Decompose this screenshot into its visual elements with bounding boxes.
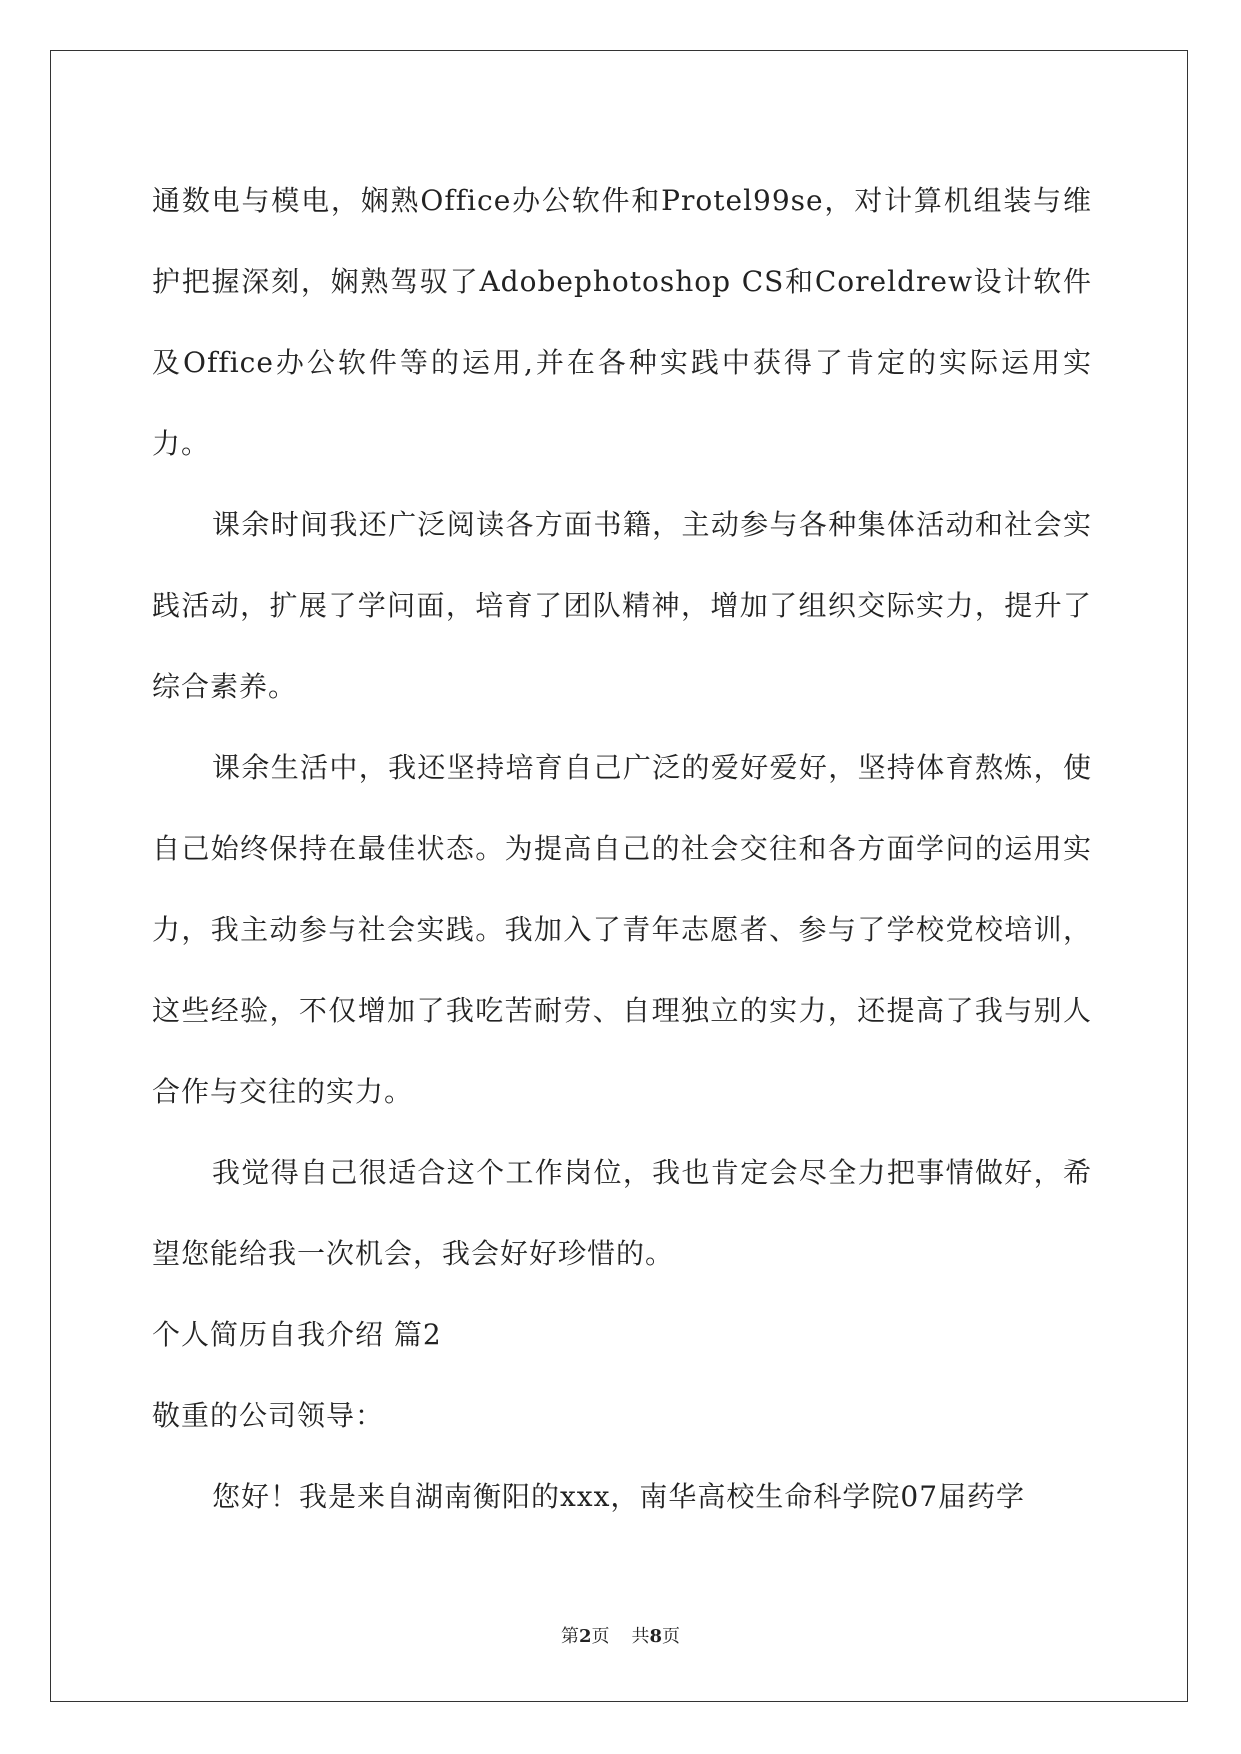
total-pages-number: 8 <box>649 1626 663 1647</box>
salutation: 敬重的公司领导： <box>152 1399 385 1432</box>
footer-page-suffix: 页 <box>591 1626 610 1647</box>
paragraph-4: 我觉得自己很适合这个工作岗位，我也肯定会尽全力把事情做好，希望您能给我一次机会，我会好好珍惜的。 <box>152 1156 1092 1270</box>
paragraph-2: 课余时间我还广泛阅读各方面书籍，主动参与各种集体活动和社会实践活动，扩展了学问面，培育了团队精神，增加了组织交际实力，提升了综合素养。 <box>152 508 1092 703</box>
footer-prefix: 第 <box>560 1626 579 1647</box>
paragraph-intro: 您好！我是来自湖南衡阳的xxx，南华高校生命科学院07届药学 <box>212 1480 1026 1513</box>
paragraph-1: 通数电与模电，娴熟Office办公软件和Protel99se，对计算机组装与维护把握深刻，娴熟驾驭了Adobephotoshop CS和Coreldrew设计软件及Office办公软件等的运用,并在各种实践中获得了肯定的实际运用实力。 <box>152 184 1092 460</box>
paragraph-3: 课余生活中，我还坚持培育自己广泛的爱好爱好，坚持体育熬炼，使自己始终保持在最佳状态。为提高自己的社会交往和各方面学问的运用实力，我主动参与社会实践。我加入了青年志愿者、参与了学校党校培训，这些经验，不仅增加了我吃苦耐劳、自理独立的实力，还提高了我与别人合作与交往的实力。 <box>152 751 1092 1108</box>
section-heading: 个人简历自我介绍 篇2 <box>152 1318 442 1351</box>
document-body <box>152 160 1092 1537</box>
page-footer <box>0 1622 1241 1648</box>
footer-total-prefix: 共 <box>631 1626 650 1647</box>
footer-total-suffix: 页 <box>662 1626 681 1647</box>
current-page-number: 2 <box>578 1626 592 1647</box>
